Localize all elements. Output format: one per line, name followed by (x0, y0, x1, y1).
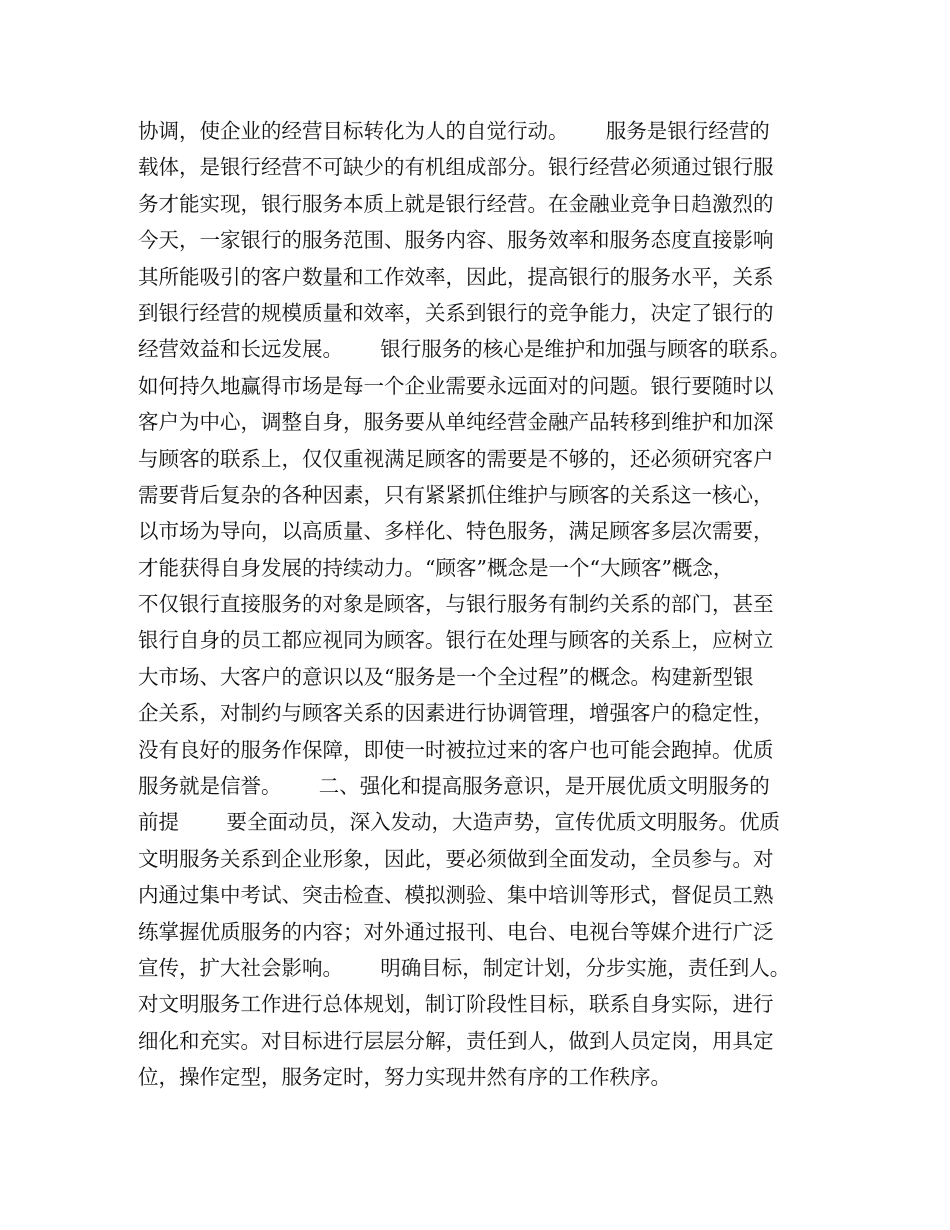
text-line: 位，操作定型，服务定时，努力实现井然有序的工作秩序。 (138, 1065, 671, 1090)
text-line: 大市场、大客户的意识以及“服务是一个全过程”的概念。构建新型银 (138, 664, 754, 689)
text-line: 才能获得自身发展的持续动力。“顾客”概念是一个“大顾客”概念， (138, 555, 734, 580)
text-line: 经营效益和长远发展。 银行服务的核心是维护和加强与顾客的联系。 (138, 337, 791, 362)
text-line: 宣传，扩大社会影响。 明确目标，制定计划，分步实施，责任到人。 (138, 955, 791, 980)
text-line: 到银行经营的规模质量和效率，关系到银行的竞争能力，决定了银行的 (138, 300, 774, 325)
text-line: 不仅银行直接服务的对象是顾客，与银行服务有制约关系的部门，甚至 (138, 592, 774, 617)
text-line: 与顾客的联系上，仅仅重视满足顾客的需要是不够的，还必须研究客户 (138, 446, 774, 471)
text-line: 需要背后复杂的各种因素，只有紧紧抓住维护与顾客的关系这一核心， (138, 482, 774, 507)
text-line: 以市场为导向，以高质量、多样化、特色服务，满足顾客多层次需要， (138, 519, 774, 544)
text-line: 今天，一家银行的服务范围、服务内容、服务效率和服务态度直接影响 (138, 228, 774, 253)
text-line: 服务就是信誉。 二、强化和提高服务意识，是开展优质文明服务的 (138, 774, 770, 799)
text-line: 银行自身的员工都应视同为顾客。银行在处理与顾客的关系上，应树立 (138, 628, 774, 653)
body-text (138, 113, 828, 1096)
text-line: 如何持久地赢得市场是每一个企业需要永远面对的问题。银行要随时以 (138, 373, 774, 398)
text-line: 载体，是银行经营不可缺少的有机组成部分。银行经营必须通过银行服 (138, 155, 774, 180)
text-line: 没有良好的服务作保障，即使一时被拉过来的客户也可能会跑掉。优质 (138, 737, 774, 762)
text-line: 细化和充实。对目标进行层层分解，责任到人，做到人员定岗，用具定 (138, 1028, 774, 1053)
text-line: 练掌握优质服务的内容；对外通过报刊、电台、电视台等媒介进行广泛 (138, 919, 774, 944)
text-line: 务才能实现，银行服务本质上就是银行经营。在金融业竞争日趋激烈的 (138, 191, 774, 216)
text-line: 其所能吸引的客户数量和工作效率，因此，提高银行的服务水平，关系 (138, 264, 774, 289)
text-line: 协调，使企业的经营目标转化为人的自觉行动。 服务是银行经营的 (138, 119, 770, 143)
text-line: 客户为中心，调整自身，服务要从单纯经营金融产品转移到维护和加深 (138, 410, 774, 435)
text-line: 对文明服务工作进行总体规划，制订阶段性目标，联系自身实际，进行 (138, 992, 774, 1017)
text-line: 企关系，对制约与顾客关系的因素进行协调管理，增强客户的稳定性， (138, 701, 774, 726)
text-line: 前提 要全面动员，深入发动，大造声势，宣传优质文明服务。优质 (138, 810, 781, 835)
text-line: 内通过集中考试、突击检查、模拟测验、集中培训等形式，督促员工熟 (138, 883, 774, 908)
text-line: 文明服务关系到企业形象，因此，要必须做到全面发动，全员参与。对 (138, 846, 774, 871)
